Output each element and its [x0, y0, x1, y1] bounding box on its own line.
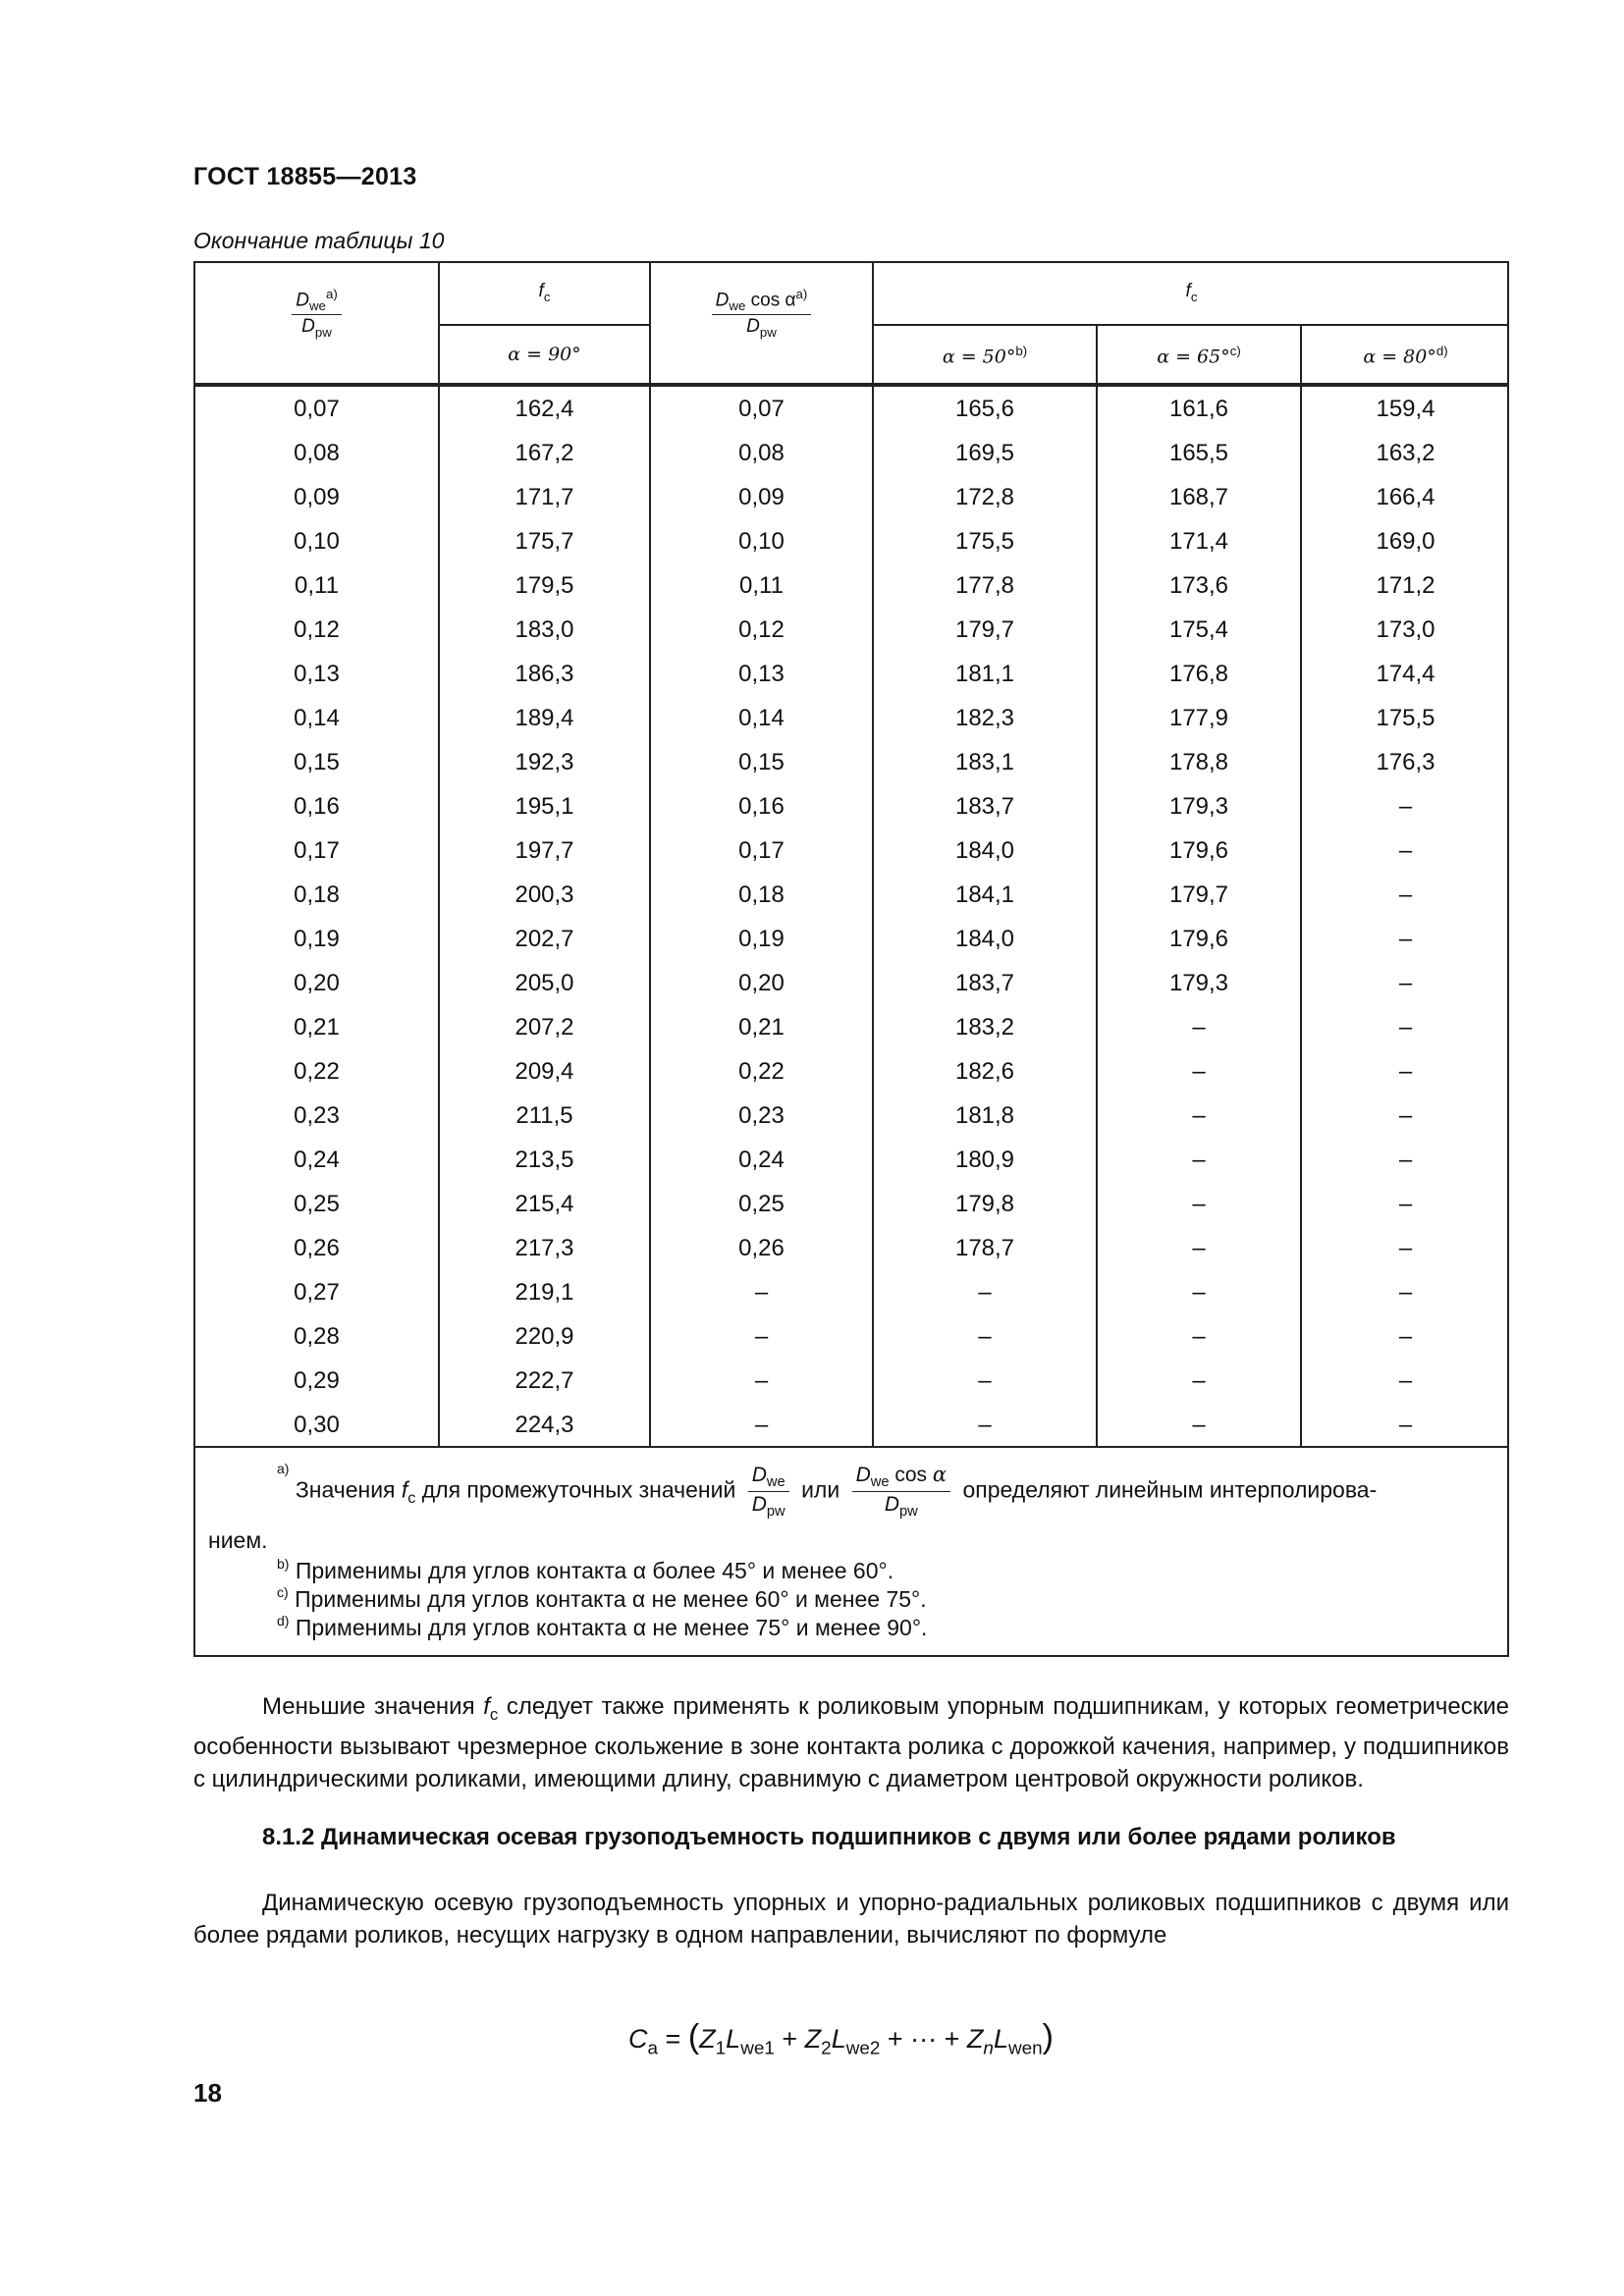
cell-fc-65: – [1192, 1191, 1206, 1217]
table-row [195, 873, 1511, 917]
cell-fc-80: 175,5 [1376, 705, 1435, 731]
cell-fc-90: 224,3 [514, 1412, 574, 1438]
cell-fc-80: 169,0 [1376, 528, 1435, 555]
cell-fc-90: 179,5 [514, 572, 574, 599]
cell-fc-80: – [1398, 1323, 1413, 1350]
paragraph-formula-intro: Динамическую осевую грузоподъемность упорных и упорно-радиальных роликовых подшипников с двумя или более рядами роликов, несущих нагрузку в одном направлении, вычисляют по формуле [193, 1890, 1509, 1949]
cell-dwe-cos-ratio: 0,22 [738, 1058, 785, 1085]
cell-fc-50: 183,2 [954, 1014, 1015, 1041]
cell-dwe-cos-ratio: 0,16 [738, 793, 785, 820]
table-row [195, 652, 1511, 696]
cell-fc-90: 222,7 [514, 1367, 574, 1394]
cell-fc-65: 179,3 [1168, 970, 1229, 996]
header-alpha-50: α = 50°$^{b)}$ [942, 344, 1028, 368]
cell-fc-65: 165,5 [1168, 440, 1229, 466]
cell-dwe-cos-ratio: 0,21 [738, 1014, 785, 1041]
cell-fc-80: – [1398, 837, 1413, 864]
cell-fc-50: 182,3 [954, 705, 1015, 731]
formula-ca: $C_a = (Z_1L_{we1} + Z_2L_{we2}$ + ··· + $Z_nL_{wen}$) [628, 2018, 1054, 2059]
table-row [195, 784, 1511, 828]
cell-fc-80: – [1398, 1279, 1413, 1306]
table-caption: Окончание таблицы 10 [193, 228, 445, 253]
cell-fc-90: 217,3 [514, 1235, 574, 1261]
cell-fc-90: 175,7 [514, 528, 574, 555]
cell-fc-90: 205,0 [514, 970, 574, 996]
cell-fc-65: 171,4 [1168, 528, 1229, 555]
cell-dwe-ratio: 0,27 [294, 1279, 340, 1306]
cell-dwe-ratio: 0,26 [294, 1235, 340, 1261]
cell-fc-80: – [1398, 1058, 1413, 1085]
cell-fc-90: 171,7 [514, 484, 574, 510]
cell-fc-65: – [1192, 1014, 1206, 1041]
table-row [195, 696, 1511, 740]
cell-dwe-cos-ratio: 0,20 [738, 970, 785, 996]
cell-fc-50: 169,5 [954, 440, 1015, 466]
cell-fc-65: – [1192, 1102, 1206, 1129]
cell-dwe-ratio: 0,13 [294, 661, 340, 687]
cell-fc-50: – [978, 1323, 992, 1350]
cell-fc-50: – [978, 1367, 992, 1394]
footnote-c: $^{c)}$ Применимы для углов контакта α не менее 60° и менее 75°. [277, 1584, 927, 1612]
cell-fc-50: – [978, 1279, 992, 1306]
cell-dwe-ratio: 0,14 [294, 705, 340, 731]
cell-dwe-ratio: 0,30 [294, 1412, 340, 1438]
cell-fc-50: 183,7 [954, 970, 1015, 996]
header-alpha-65: α = 65°$^{c)}$ [1157, 344, 1241, 368]
table-row [195, 1005, 1511, 1049]
cell-fc-65: 179,6 [1168, 926, 1229, 952]
cell-dwe-cos-ratio: – [754, 1412, 769, 1438]
cell-fc-90: 215,4 [514, 1191, 574, 1217]
cell-dwe-ratio: 0,21 [294, 1014, 340, 1041]
cell-dwe-ratio: 0,07 [294, 396, 340, 422]
cell-fc-80: – [1398, 881, 1413, 908]
cell-dwe-cos-ratio: 0,15 [738, 749, 785, 775]
cell-dwe-ratio: 0,19 [294, 926, 340, 952]
cell-fc-90: 219,1 [514, 1279, 574, 1306]
cell-fc-50: 181,8 [954, 1102, 1015, 1129]
cell-dwe-ratio: 0,10 [294, 528, 340, 555]
cell-fc-80: – [1398, 1191, 1413, 1217]
cell-fc-80: 163,2 [1376, 440, 1435, 466]
cell-fc-80: – [1398, 1014, 1413, 1041]
cell-fc-80: 171,2 [1376, 572, 1435, 599]
cell-fc-90: 186,3 [514, 661, 574, 687]
cell-dwe-ratio: 0,20 [294, 970, 340, 996]
cell-dwe-ratio: 0,22 [294, 1058, 340, 1085]
table-row [195, 917, 1511, 961]
footnote-d: $^{d)}$ Применимы для углов контакта α не менее 75° и менее 90°. [277, 1613, 928, 1640]
cell-fc-90: 183,0 [514, 616, 574, 643]
cell-dwe-cos-ratio: 0,25 [738, 1191, 785, 1217]
cell-fc-90: 213,5 [514, 1147, 574, 1173]
table-row [195, 961, 1511, 1005]
cell-fc-80: 173,0 [1376, 616, 1435, 643]
cell-fc-80: 159,4 [1376, 396, 1435, 422]
cell-fc-65: – [1192, 1279, 1206, 1306]
cell-dwe-cos-ratio: 0,19 [738, 926, 785, 952]
cell-fc-90: 211,5 [515, 1102, 573, 1129]
cell-dwe-cos-ratio: 0,10 [738, 528, 785, 555]
cell-dwe-cos-ratio: 0,07 [738, 396, 785, 422]
footnote-a-cont: нием. [208, 1527, 268, 1553]
cell-dwe-ratio: 0,09 [294, 484, 340, 510]
cell-dwe-cos-ratio: 0,17 [738, 837, 785, 864]
table-row [195, 740, 1511, 784]
table-row [195, 1270, 1511, 1314]
cell-fc-80: 166,4 [1376, 484, 1435, 510]
cell-fc-80: – [1398, 970, 1413, 996]
cell-dwe-ratio: 0,17 [294, 837, 340, 864]
data-table [193, 261, 1509, 1657]
table-row [195, 1359, 1511, 1403]
cell-fc-65: – [1192, 1323, 1206, 1350]
table-row [195, 431, 1511, 475]
cell-fc-65: 173,6 [1168, 572, 1229, 599]
cell-fc-90: 195,1 [514, 793, 574, 820]
table-row [195, 387, 1511, 431]
cell-dwe-cos-ratio: 0,26 [738, 1235, 785, 1261]
page-number: 18 [193, 2078, 222, 2108]
cell-dwe-cos-ratio: 0,14 [738, 705, 785, 731]
table-row [195, 519, 1511, 563]
cell-fc-80: – [1398, 1367, 1413, 1394]
cell-dwe-cos-ratio: 0,13 [738, 661, 785, 687]
cell-fc-65: 178,8 [1168, 749, 1229, 775]
table-row [195, 828, 1511, 873]
cell-dwe-ratio: 0,08 [294, 440, 340, 466]
cell-fc-65: 176,8 [1168, 661, 1229, 687]
cell-fc-65: – [1192, 1412, 1206, 1438]
cell-fc-50: 181,1 [954, 661, 1015, 687]
table-row [195, 563, 1511, 608]
cell-fc-65: 175,4 [1168, 616, 1229, 643]
cell-fc-90: 209,4 [514, 1058, 574, 1085]
cell-fc-65: 168,7 [1168, 484, 1229, 510]
table-row [195, 1094, 1511, 1138]
header-fc-left: $f_c$ [538, 281, 551, 304]
cell-fc-50: – [978, 1412, 992, 1438]
cell-fc-50: 180,9 [954, 1147, 1015, 1173]
cell-fc-90: 197,7 [514, 837, 574, 864]
cell-fc-65: – [1192, 1147, 1206, 1173]
cell-dwe-ratio: 0,16 [294, 793, 340, 820]
cell-fc-90: 189,4 [514, 705, 574, 731]
cell-fc-50: 177,8 [954, 572, 1015, 599]
cell-fc-80: – [1398, 1235, 1413, 1261]
cell-fc-80: – [1398, 926, 1413, 952]
cell-dwe-cos-ratio: 0,11 [739, 572, 784, 599]
header-alpha-80: α = 80°$^{d)}$ [1363, 344, 1448, 368]
cell-fc-90: 162,4 [514, 396, 574, 422]
cell-fc-65: – [1192, 1367, 1206, 1394]
table-row [195, 1403, 1511, 1447]
cell-fc-65: 179,6 [1168, 837, 1229, 864]
cell-fc-50: 184,1 [954, 881, 1015, 908]
cell-fc-80: 176,3 [1376, 749, 1435, 775]
cell-fc-50: 182,6 [954, 1058, 1015, 1085]
table-row [195, 1138, 1511, 1182]
cell-fc-90: 167,2 [514, 440, 574, 466]
paragraph-smaller-fc: Меньшие значения $f_c$ следует также применять к роликовым упорным подшипникам, у которых геометрические особенности вызывают чрезмерное скольжение в зоне контакта ролика с дорожкой качения, например, у подшипников с цилиндрическими роликами, имеющими длину, сравнимую с диаметром центровой окружности роликов. [193, 1693, 1509, 1792]
table-row [195, 475, 1511, 519]
header-dwe-cos-dpw: $\frac{D_{we} \cos \alpha^{a)}}{D_{pw}}$ [651, 287, 872, 340]
header-dwe-dpw: $\frac{D_{we}^{a)}}{D_{pw}}$ [195, 287, 438, 340]
table-row [195, 1049, 1511, 1094]
cell-fc-80: – [1398, 1412, 1413, 1438]
cell-dwe-ratio: 0,12 [294, 616, 340, 643]
cell-fc-65: 161,6 [1168, 396, 1229, 422]
cell-dwe-cos-ratio: 0,24 [738, 1147, 785, 1173]
cell-dwe-cos-ratio: 0,23 [738, 1102, 785, 1129]
footnote-a: $^{a)}$ Значения $f_c$ для промежуточных значений $\frac{D_{we}}{D_{pw}}$ или $\frac{D_{we} \cos \alpha}{D_{pw}}$ определяют линейным интерполирова- [277, 1461, 1378, 1521]
document-id-header: ГОСТ 18855—2013 [193, 163, 417, 190]
cell-fc-90: 202,7 [514, 926, 574, 952]
cell-dwe-cos-ratio: 0,12 [738, 616, 785, 643]
cell-fc-80: – [1398, 1147, 1413, 1173]
cell-fc-50: 175,5 [954, 528, 1015, 555]
cell-dwe-cos-ratio: – [754, 1279, 769, 1306]
cell-fc-65: 179,7 [1168, 881, 1229, 908]
cell-fc-50: 184,0 [954, 837, 1015, 864]
cell-dwe-cos-ratio: 0,08 [738, 440, 785, 466]
section-heading-8-1-2: 8.1.2 Динамическая осевая грузоподъемность подшипников с двумя или более рядами роликов [262, 1824, 1396, 1850]
footnote-b: $^{b)}$ Применимы для углов контакта α более 45° и менее 60°. [277, 1556, 894, 1583]
cell-fc-50: 183,1 [954, 749, 1015, 775]
cell-fc-90: 200,3 [514, 881, 574, 908]
cell-fc-80: 174,4 [1376, 661, 1435, 687]
cell-dwe-ratio: 0,28 [294, 1323, 340, 1350]
header-alpha-90: α = 90° [508, 344, 581, 365]
cell-dwe-ratio: 0,11 [295, 572, 339, 599]
cell-dwe-cos-ratio: – [754, 1323, 769, 1350]
cell-fc-50: 165,6 [954, 396, 1015, 422]
cell-fc-65: – [1192, 1235, 1206, 1261]
cell-dwe-ratio: 0,25 [294, 1191, 340, 1217]
cell-fc-90: 192,3 [514, 749, 574, 775]
table-row [195, 1182, 1511, 1226]
cell-fc-65: – [1192, 1058, 1206, 1085]
header-fc-right: $f_c$ [1185, 281, 1198, 304]
cell-dwe-ratio: 0,29 [294, 1367, 340, 1394]
cell-fc-50: 183,7 [954, 793, 1015, 820]
cell-dwe-cos-ratio: 0,18 [738, 881, 785, 908]
cell-fc-80: – [1398, 793, 1413, 820]
cell-fc-50: 178,7 [954, 1235, 1015, 1261]
cell-fc-80: – [1398, 1102, 1413, 1129]
table-row [195, 1314, 1511, 1359]
cell-dwe-ratio: 0,24 [294, 1147, 340, 1173]
table-row [195, 608, 1511, 652]
cell-dwe-ratio: 0,15 [294, 749, 340, 775]
cell-fc-50: 172,8 [954, 484, 1015, 510]
cell-fc-90: 220,9 [514, 1323, 574, 1350]
cell-dwe-ratio: 0,23 [294, 1102, 340, 1129]
cell-fc-65: 179,3 [1168, 793, 1229, 820]
cell-fc-90: 207,2 [514, 1014, 574, 1041]
cell-fc-65: 177,9 [1168, 705, 1229, 731]
cell-dwe-cos-ratio: – [754, 1367, 769, 1394]
cell-dwe-ratio: 0,18 [294, 881, 340, 908]
table-row [195, 1226, 1511, 1270]
cell-dwe-cos-ratio: 0,09 [738, 484, 785, 510]
cell-fc-50: 179,7 [954, 616, 1015, 643]
cell-fc-50: 179,8 [954, 1191, 1015, 1217]
cell-fc-50: 184,0 [954, 926, 1015, 952]
